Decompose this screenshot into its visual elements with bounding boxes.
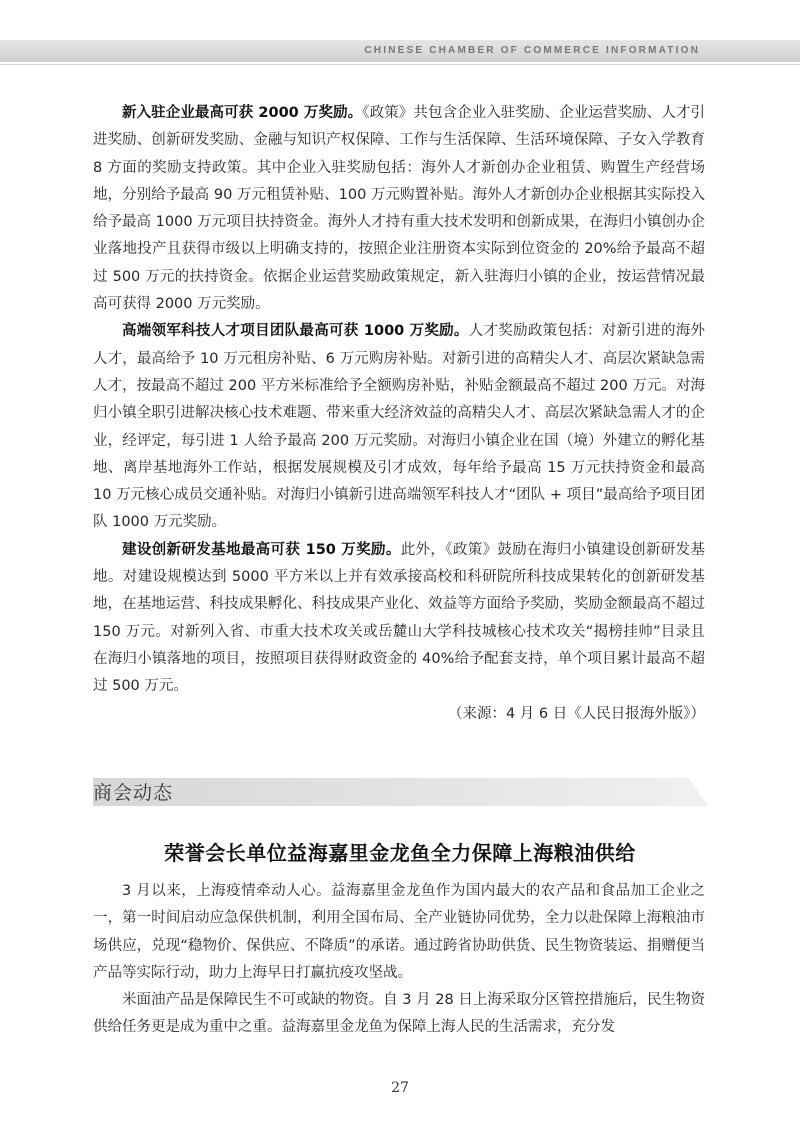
paragraph-text: 人才奖励政策包括：对新引进的海外人才，最高给予 10 万元租房补贴、6 万元购房补贴。对新引进的高精尖人才、高层次紧缺急需人才，按最高不超过 200 平方米标准给予全额购房补贴，补贴金额最高不超过 200 万元。对海归小镇全职引进解决核心技术难题、带来重大经济效益的高精尖人才、高层次紧缺急需人才的企业，经评定，每引进 1 人给予最高 200 万元奖励。对海归小镇企业在国（境）外建立的孵化基地、离岸基地海外工作站，根据发展规模及引才成效，每年给予最高 15 万元扶持资金和最高 10 万元核心成员交通补贴。对海归小镇新引进高端领军科技人才“团队 + 项目”最高给予项目团队 1000 万元奖励。	[93, 323, 706, 531]
paragraph-lead: 高端领军科技人才项目团队最高可获 1000 万奖励。	[122, 323, 469, 340]
article-title: 荣誉会长单位益海嘉里金龙鱼全力保障上海粮油供给	[164, 841, 636, 865]
article-paragraph: 3 月以来，上海疫情牵动人心。益海嘉里金龙鱼作为国内最大的农产品和食品加工企业之一，第一时间启动应急保供机制，利用全国布局、全产业链协同优势，全力以赴保障上海粮油市场供应，兑现“稳物价、保供应、不降质”的承诺。通过跨省协助供货、民生物资装运、捐赠便当产品等实际行动，助力上海早日打赢抗疫攻坚战。	[93, 883, 705, 981]
paragraph-lead: 新入驻企业最高可获 2000 万奖励。	[122, 105, 363, 121]
section-banner	[93, 778, 708, 806]
article-body	[93, 878, 705, 1042]
paragraph-enterprise-reward	[93, 100, 705, 318]
paragraph-lead: 建设创新研发基地最高可获 150 万奖励。	[122, 541, 401, 558]
header-divider	[0, 64, 800, 65]
policy-text-block	[93, 100, 705, 728]
paragraph-text: 《政策》共包含企业入驻奖励、企业运营奖励、人才引进奖励、创新研发奖励、金融与知识产权保障、工作与生活保障、生活环境保障、子女入学教育 8 方面的奖励支持政策。其中企业入驻奖励包括：海外人才新创办企业租赁、购置生产经营场地，分别给予最高 90 万元租赁补贴、100 万元购置补贴。海外人才新创办企业根据其实际投入给予最高 1000 万元项目扶持资金。海外人才持有重大技术发明和创新成果，在海归小镇创办企业落地投产且获得市级以上明确支持的，按照企业注册资本实际到位资金的 20%给予最高不超过 500 万元的扶持资金。依据企业运营奖励政策规定，新入驻海归小镇的企业，按运营情况最高可获得 2000 万元奖励。	[93, 105, 706, 313]
paragraph-text: 此外，《政策》鼓励在海归小镇建设创新研发基地。对建设规模达到 5000 平方米以上并有效承接高校和科研院所科技成果转化的创新研发基地，在基地运营、科技成果孵化、科技成果产业化、效益等方面给予奖励，奖励金额最高不超过 150 万元。对新列入省、市重大技术攻关或岳麓山大学科技城核心技术攻关“揭榜挂帅”目录且在海归小镇落地的项目，按照项目获得财政资金的 40%给予配套支持，单个项目累计最高不超过 500 万元。	[93, 541, 705, 695]
paragraph-talent-reward	[93, 318, 705, 536]
paragraph-rd-base-reward	[93, 537, 705, 728]
page-number: 27	[391, 1080, 409, 1096]
source-citation: （来源：4 月 6 日《人民日报海外版》）	[447, 705, 705, 722]
publication-header: CHINESE CHAMBER OF COMMERCE INFORMATION	[364, 45, 700, 56]
section-title: 商会动态	[93, 782, 174, 804]
article-paragraph: 米面油产品是保障民生不可或缺的物资。自 3 月 28 日上海采取分区管控措施后，民生物资供给任务更是成为重中之重。益海嘉里金龙鱼为保障上海人民的生活需求，充分发	[93, 992, 705, 1036]
